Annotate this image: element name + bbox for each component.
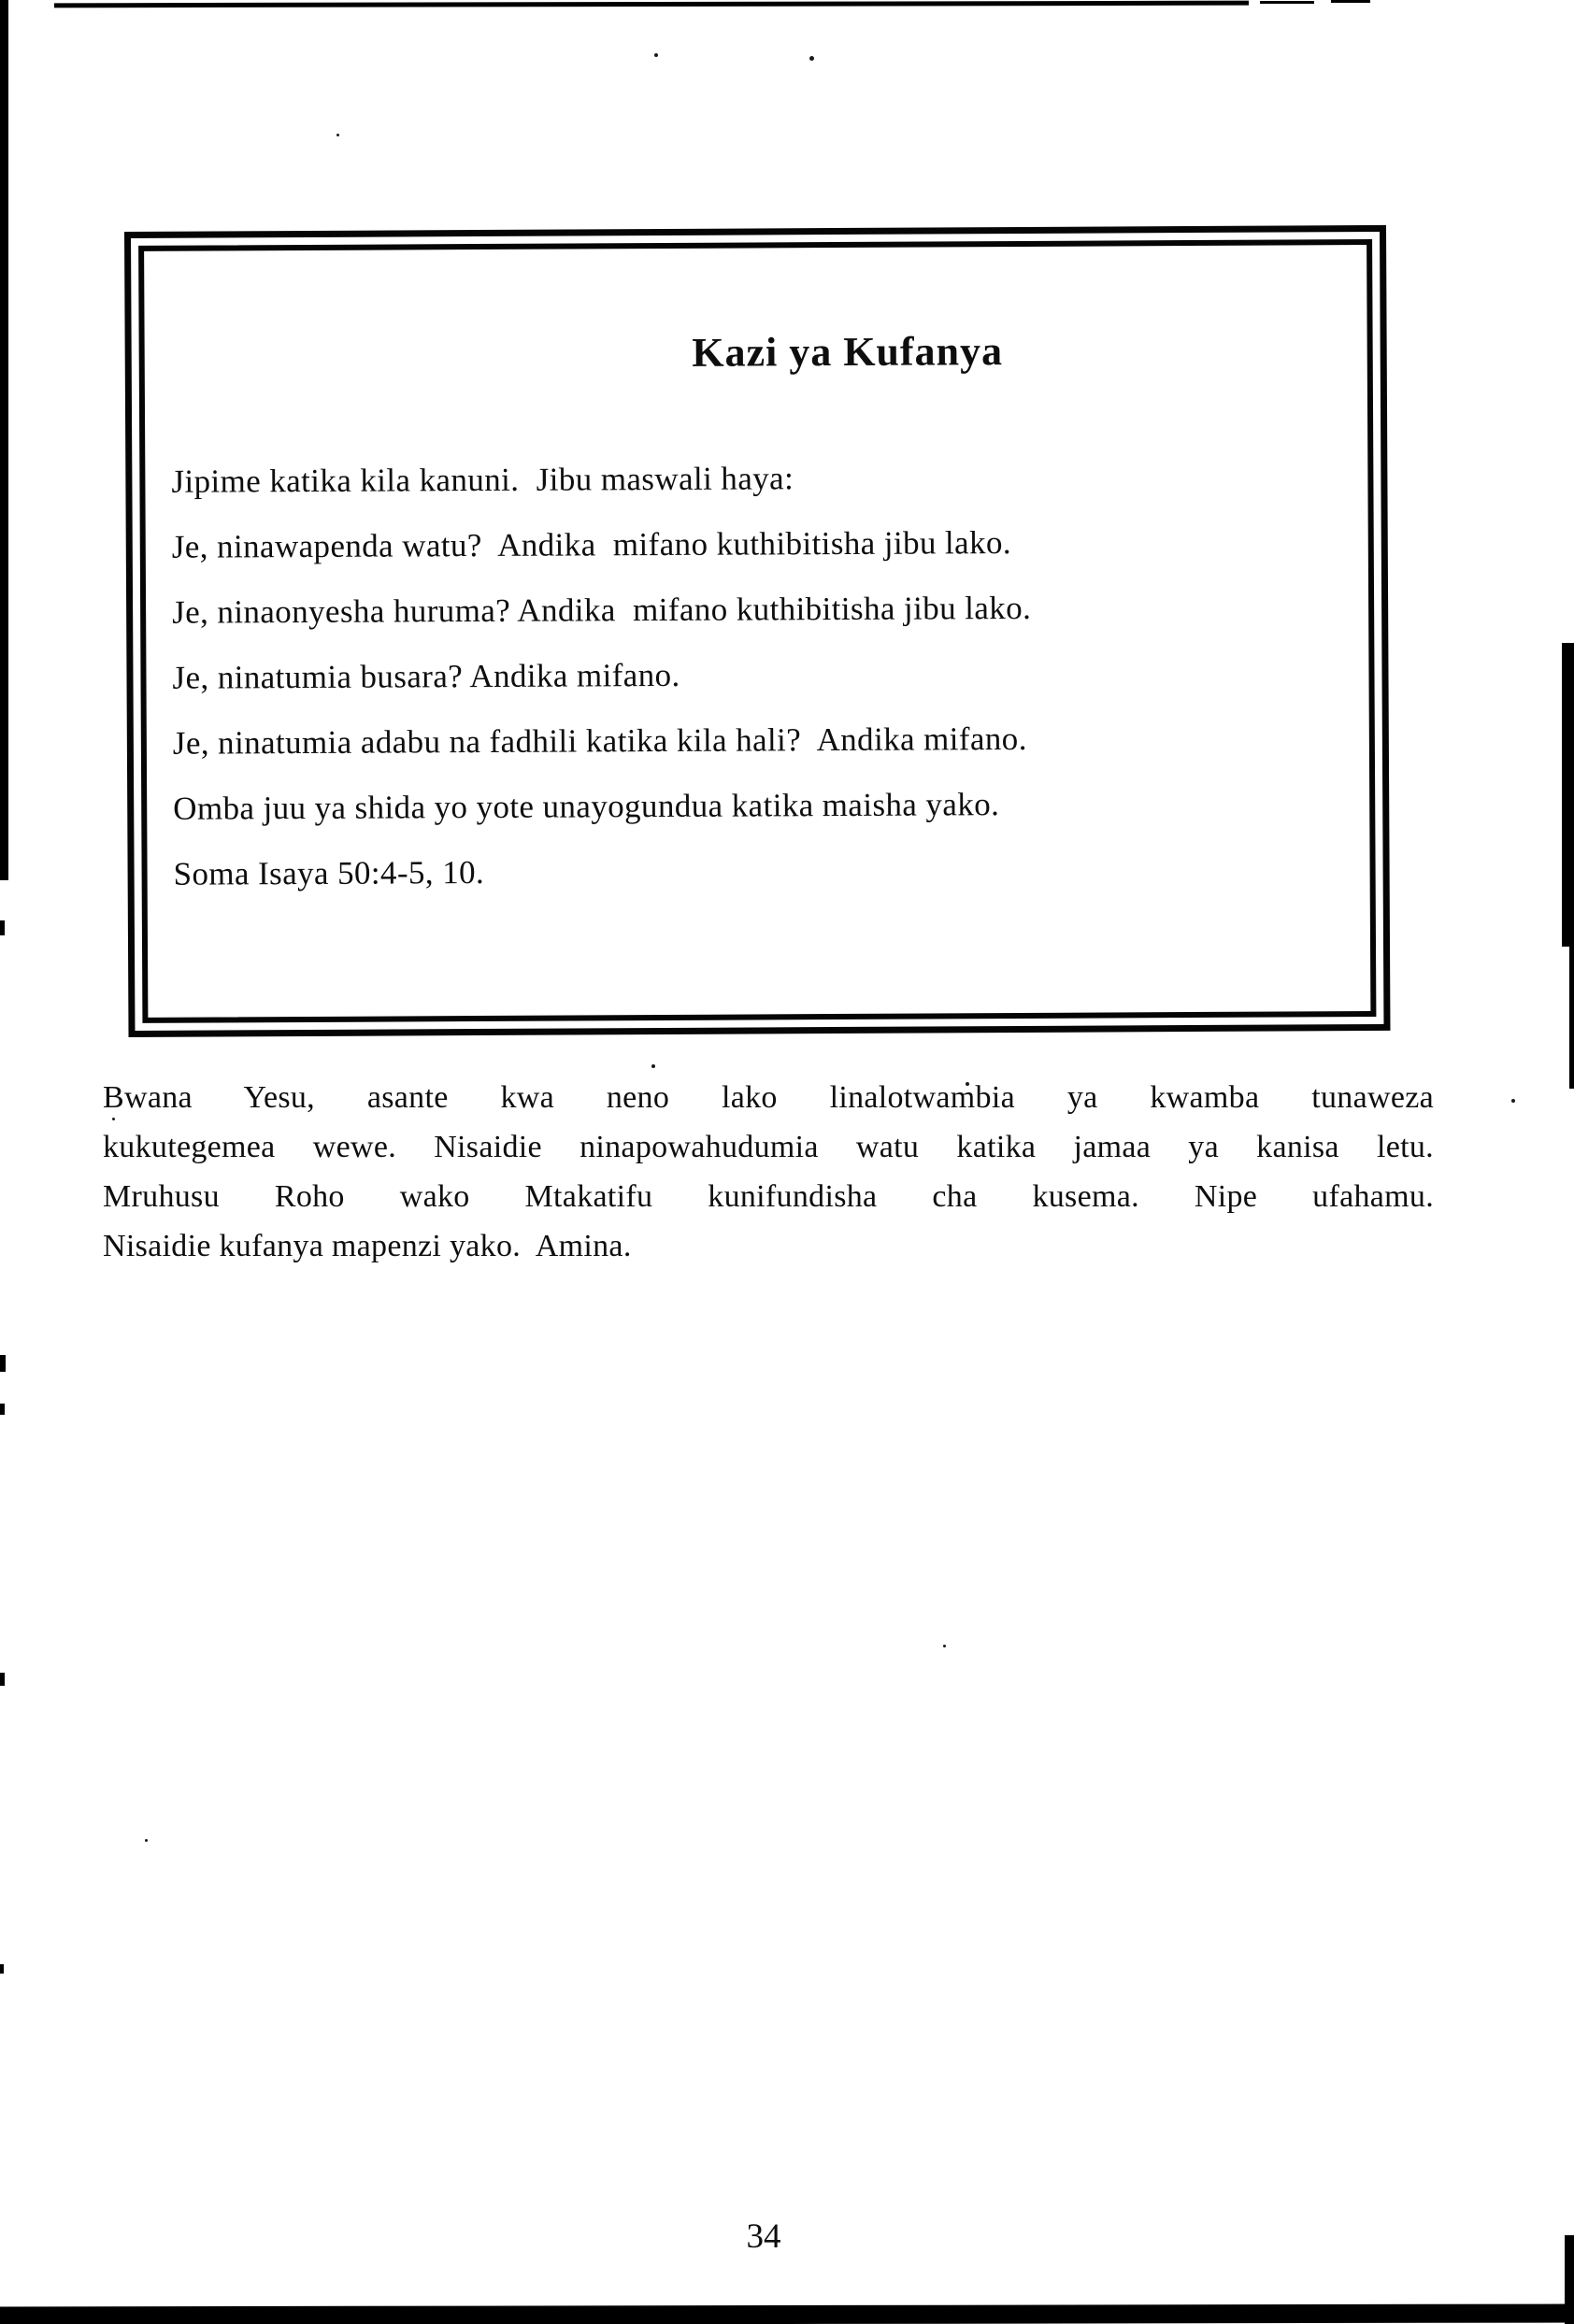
page-number: 34 [746, 2217, 781, 2256]
scan-artifact-left-tick [0, 1355, 6, 1372]
scan-artifact-top-dash [1331, 0, 1370, 3]
scan-artifact-left-tick [0, 1404, 5, 1415]
exercise-question-line: Je, ninaonyesha huruma? Andika mifano kuthibitisha jibu lako. [172, 589, 1032, 631]
scan-artifact-right-streak [1562, 643, 1574, 947]
scan-artifact-left-bar [0, 0, 8, 880]
toner-speck [1511, 1099, 1515, 1103]
exercise-box-body [171, 443, 1361, 907]
scan-artifact-top-line [54, 1, 1249, 8]
exercise-instruction-line: Jipime katika kila kanuni. Jibu maswali haya: [171, 460, 794, 500]
exercise-box-inner-rule [138, 239, 1376, 1023]
prayer-line: Bwana Yesu, asante kwa neno lako linalotwambia ya kwamba tunaweza [103, 1080, 1434, 1115]
toner-speck [654, 53, 658, 57]
exercise-scripture-line: Soma Isaya 50:4-5, 10. [173, 853, 485, 892]
scan-artifact-top-dash [1260, 1, 1314, 4]
scan-artifact-left-tick [0, 1964, 4, 1974]
prayer-paragraph [103, 1073, 1434, 1271]
toner-speck [651, 1064, 655, 1068]
toner-speck [145, 1839, 148, 1842]
exercise-instruction-line: Omba juu ya shida yo yote unayogundua katika maisha yako. [173, 786, 1000, 827]
prayer-line: Mruhusu Roho wako Mtakatifu kunifundisha cha kusema. Nipe ufahamu. [103, 1179, 1434, 1214]
prayer-line: Nisaidie kufanya mapenzi yako. Amina. [103, 1229, 632, 1263]
scan-artifact-left-tick [0, 1673, 5, 1686]
exercise-question-line: Je, ninawapenda watu? Andika mifano kuthibitisha jibu lako. [171, 524, 1012, 565]
toner-speck [809, 56, 814, 61]
scan-artifact-right-streak [1569, 947, 1574, 1089]
scan-artifact-left-tick [0, 920, 5, 935]
scan-artifact-bottom-bar [0, 2304, 1574, 2324]
exercise-question-line: Je, ninatumia adabu na fadhili katika kila hali? Andika mifano. [172, 720, 1027, 762]
toner-speck [336, 134, 339, 136]
exercise-box [124, 225, 1390, 1037]
prayer-line: kukutegemea wewe. Nisaidie ninapowahudumia watu katika jamaa ya kanisa letu. [103, 1130, 1434, 1164]
exercise-box-title: Kazi ya Kufanya [692, 328, 1004, 376]
exercise-question-line: Je, ninatumia busara? Andika mifano. [172, 656, 680, 696]
toner-speck [943, 1645, 946, 1647]
